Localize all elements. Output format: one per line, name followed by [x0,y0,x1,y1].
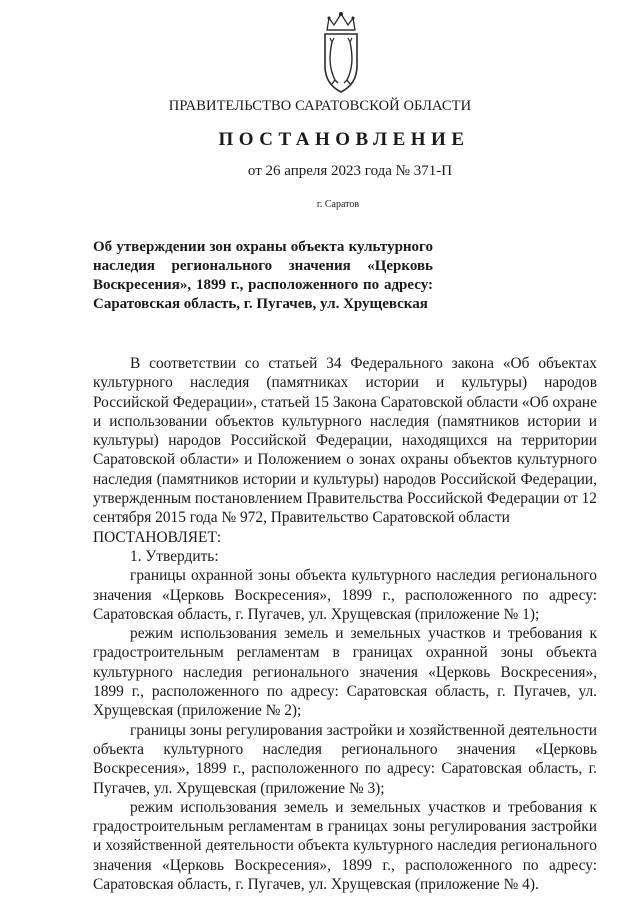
city: г. Саратов [316,199,360,210]
item-1-heading: 1. Утвердить: [130,547,219,565]
list-item: режим использования земель и земельных участков и требования к градостроительным регламентам в границах зоны регулирования застройки и хозяйственной деятельности объекта культурного наследия регионального значения «Церковь Воскресения», 1899 г., расположенного по адресу: Саратовская область, г. Пугачев, ул. Хрущевская (приложение № 4). [93,798,597,894]
document-body [93,354,597,894]
list-item: режим использования земель и земельных участков и требования к градостроительным регламентам в границах охранной зоны объекта культурного наследия регионального значения «Церковь Воскресения», 1899 г., расположенного по адресу: Саратовская область, г. Пугачев, ул. Хрущевская (приложение № 2); [93,625,597,720]
date-number: от 26 апреля 2023 года № 371-П [247,163,453,179]
list-item: границы охранной зоны объекта культурного наследия регионального значения «Церковь Воскресения», 1899 г., расположенного по адресу: Саратовская область, г. Пугачев, ул. Хрущевская (приложение № 1); [93,567,597,623]
government-name: ПРАВИТЕЛЬСТВО САРАТОВСКОЙ ОБЛАСТИ [168,98,472,114]
resolution-word: ПОСТАНОВЛЯЕТ: [93,528,222,546]
list-item: границы зоны регулирования застройки и хозяйственной деятельности объекта культурного наследия регионального значения «Церковь Воскресения», 1899 г., расположенного по адресу: Саратовская область, г. Пугачев, ул. Хрущевская (приложение № 3); [93,721,597,797]
saratov-coat-of-arms-icon [318,8,364,98]
preamble-paragraph: В соответствии со статьей 34 Федерального закона «Об объектах культурного наследия (памятниках истории и культуры) народов Российской Федерации», статьей 15 Закона Саратовской области «Об охране и использовании объектов культурного наследия (памятников истории и культуры) народов Российской Федерации, находящихся на территории Саратовской области» и Положением о зонах охраны объектов культурного наследия (памятников истории и культуры) народов Российской Федерации, утвержденным постановлением Правительства Российской Федерации от 12 сентября 2015 года № 972, Правительство Саратовской области [93,355,598,527]
document-title: Об утверждении зон охраны объекта культурного наследия регионального значения «Церковь Воскресения», 1899 г., расположенного по адресу: Саратовская область, г. Пугачев, ул. Хрущевская [93,239,433,312]
document-type: ПОСТАНОВЛЕНИЕ [218,129,470,150]
